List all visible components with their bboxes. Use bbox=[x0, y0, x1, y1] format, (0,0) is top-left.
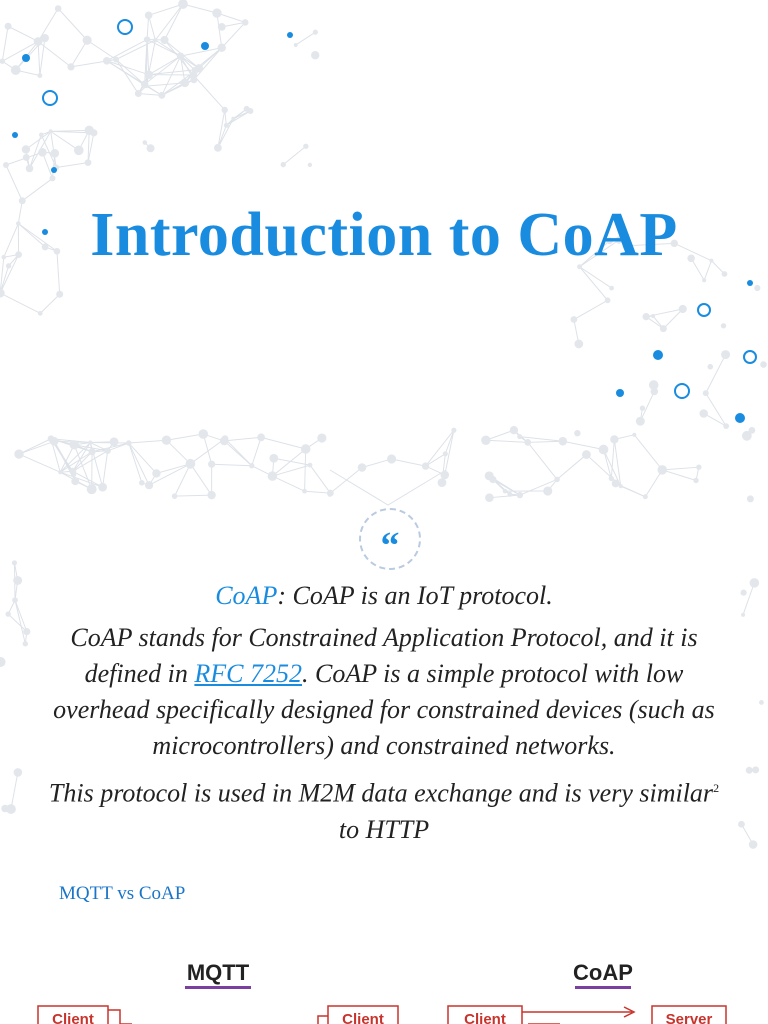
network-node bbox=[87, 484, 97, 494]
network-node bbox=[220, 437, 229, 446]
paragraph-intro bbox=[40, 578, 728, 614]
network-node bbox=[313, 30, 318, 35]
network-node bbox=[5, 611, 10, 616]
network-node bbox=[71, 477, 79, 485]
network-link bbox=[40, 294, 59, 313]
network-node bbox=[23, 628, 30, 635]
network-link bbox=[305, 449, 306, 491]
network-node bbox=[104, 448, 110, 454]
network-node bbox=[26, 165, 34, 173]
network-node bbox=[71, 472, 76, 477]
network-node bbox=[231, 117, 235, 121]
accent-node bbox=[22, 54, 30, 62]
network-node bbox=[88, 440, 92, 444]
network-node bbox=[208, 461, 215, 468]
network-node bbox=[143, 140, 148, 145]
network-link bbox=[224, 441, 252, 466]
network-node bbox=[281, 162, 286, 167]
coap-heading: CoAP bbox=[573, 960, 633, 985]
network-link bbox=[743, 583, 754, 615]
network-node bbox=[317, 433, 326, 442]
network-node bbox=[98, 483, 107, 492]
network-node bbox=[738, 821, 745, 828]
network-link bbox=[252, 437, 261, 465]
network-node bbox=[39, 133, 44, 138]
network-node bbox=[70, 440, 79, 449]
mqtt-heading-underline bbox=[185, 986, 251, 989]
network-link bbox=[107, 61, 145, 85]
network-node bbox=[451, 428, 456, 433]
usage-text-start: This protocol is used in M2M data exchange and is very similar bbox=[48, 778, 714, 808]
network-node bbox=[218, 44, 226, 52]
network-node bbox=[358, 463, 367, 472]
network-node bbox=[679, 305, 687, 313]
network-node bbox=[49, 175, 55, 181]
mqtt-left-connector bbox=[108, 1010, 132, 1024]
network-node bbox=[301, 444, 311, 454]
network-link bbox=[392, 459, 426, 466]
accent-ring bbox=[698, 304, 710, 316]
network-node bbox=[693, 478, 698, 483]
network-link bbox=[129, 440, 167, 443]
network-node bbox=[55, 5, 62, 12]
network-node bbox=[570, 316, 577, 323]
network-node bbox=[609, 476, 614, 481]
network-node bbox=[574, 340, 583, 349]
coap-keyword: CoAP bbox=[215, 581, 278, 610]
network-node bbox=[302, 489, 307, 494]
network-node bbox=[51, 149, 60, 158]
network-node bbox=[249, 463, 254, 468]
network-node bbox=[14, 449, 23, 458]
network-node bbox=[83, 36, 92, 45]
network-node bbox=[14, 768, 23, 777]
network-node bbox=[145, 12, 153, 20]
network-link bbox=[296, 32, 316, 45]
network-node bbox=[311, 51, 319, 59]
network-node bbox=[507, 492, 512, 497]
quote-badge bbox=[359, 508, 421, 570]
definition-text-end: . CoAP is a simple protocol with low overhead specifically designed for constrained devices (such as microcontrollers) and constrained networks. bbox=[53, 659, 715, 760]
network-node bbox=[74, 146, 84, 156]
network-node bbox=[153, 38, 158, 43]
network-node bbox=[214, 144, 222, 152]
network-link bbox=[8, 26, 38, 41]
network-node bbox=[702, 278, 706, 282]
network-node bbox=[162, 435, 171, 444]
network-node bbox=[190, 76, 197, 83]
accent-ring bbox=[744, 351, 756, 363]
network-node bbox=[559, 437, 568, 446]
network-link bbox=[706, 355, 726, 394]
network-link bbox=[129, 443, 149, 485]
network-node bbox=[38, 148, 47, 157]
definition-text-start: CoAP stands for Constrained Application Protocol, and it is defined in bbox=[70, 623, 698, 688]
network-node bbox=[85, 126, 94, 135]
network-node bbox=[244, 106, 250, 112]
network-node bbox=[152, 469, 160, 477]
accent-node bbox=[12, 132, 18, 138]
network-link bbox=[129, 443, 157, 473]
network-node bbox=[517, 492, 523, 498]
network-node bbox=[749, 840, 758, 849]
accent-node bbox=[287, 32, 293, 38]
network-link bbox=[486, 440, 528, 442]
network-link bbox=[19, 439, 51, 454]
network-node bbox=[3, 162, 9, 168]
network-node bbox=[195, 64, 203, 72]
network-link bbox=[129, 443, 142, 483]
network-node bbox=[722, 271, 728, 277]
network-node bbox=[481, 436, 490, 445]
network-link bbox=[283, 146, 306, 164]
network-node bbox=[144, 70, 153, 79]
network-node bbox=[144, 36, 150, 42]
network-node bbox=[422, 462, 429, 469]
network-node bbox=[0, 657, 6, 667]
slide-title: Introduction to CoAP bbox=[90, 201, 678, 269]
network-node bbox=[443, 451, 448, 456]
network-node bbox=[707, 364, 713, 370]
mqtt-client-right-label: Client bbox=[342, 1011, 384, 1024]
network-link bbox=[60, 472, 102, 487]
network-node bbox=[58, 470, 62, 474]
network-link bbox=[528, 441, 563, 442]
network-link bbox=[56, 163, 88, 168]
network-node bbox=[660, 325, 667, 332]
network-node bbox=[12, 560, 17, 565]
quote-mark-icon: “ bbox=[380, 525, 400, 567]
usage-text-end: to HTTP bbox=[338, 814, 430, 844]
network-link bbox=[706, 393, 726, 426]
network-link bbox=[51, 131, 79, 150]
network-node bbox=[67, 63, 74, 70]
network-node bbox=[103, 57, 111, 65]
network-link bbox=[11, 772, 18, 809]
network-node bbox=[327, 492, 332, 497]
network-node bbox=[517, 434, 522, 439]
figure-caption: MQTT vs CoAP bbox=[59, 883, 186, 904]
network-node bbox=[135, 90, 142, 97]
accent-node bbox=[51, 167, 57, 173]
network-node bbox=[703, 390, 709, 396]
network-link bbox=[51, 130, 90, 131]
network-node bbox=[489, 476, 496, 483]
network-node bbox=[612, 480, 620, 488]
network-node bbox=[308, 163, 312, 167]
network-link bbox=[634, 435, 662, 470]
network-node bbox=[524, 439, 531, 446]
network-node bbox=[110, 437, 119, 446]
network-link bbox=[107, 61, 149, 75]
network-link bbox=[38, 41, 40, 75]
network-link bbox=[71, 40, 87, 67]
network-node bbox=[752, 766, 759, 773]
paragraph-usage bbox=[40, 770, 728, 848]
network-link bbox=[193, 75, 224, 110]
network-link bbox=[212, 464, 252, 466]
mqtt-client-left-label: Client bbox=[52, 1011, 94, 1024]
network-node bbox=[387, 454, 396, 463]
network-node bbox=[746, 767, 753, 774]
network-link bbox=[557, 455, 586, 480]
network-node bbox=[582, 450, 591, 459]
network-link bbox=[528, 442, 557, 479]
network-node bbox=[218, 23, 226, 31]
network-node bbox=[485, 493, 494, 502]
network-node bbox=[543, 486, 552, 495]
network-node bbox=[699, 409, 708, 418]
network-link bbox=[261, 437, 306, 449]
network-node bbox=[610, 435, 618, 443]
network-node bbox=[503, 489, 508, 494]
coap-heading-underline bbox=[575, 986, 631, 989]
network-node bbox=[56, 291, 63, 298]
network-node bbox=[750, 578, 760, 588]
network-node bbox=[212, 8, 221, 17]
network-link bbox=[190, 464, 211, 495]
network-node bbox=[554, 477, 560, 483]
network-node bbox=[269, 454, 278, 463]
network-node bbox=[113, 57, 119, 63]
network-node bbox=[145, 481, 153, 489]
network-link bbox=[362, 459, 392, 468]
badge-connector bbox=[330, 470, 446, 505]
network-node bbox=[177, 52, 184, 59]
network-node bbox=[268, 471, 278, 481]
rfc-link[interactable]: RFC 7252 bbox=[194, 659, 302, 688]
network-link bbox=[183, 4, 217, 13]
network-node bbox=[37, 73, 42, 78]
network-link bbox=[563, 441, 604, 449]
network-link bbox=[145, 56, 181, 84]
network-link bbox=[2, 26, 8, 61]
footnote-marker: 2 bbox=[713, 781, 720, 795]
network-link bbox=[6, 165, 22, 201]
slide-body bbox=[40, 578, 728, 854]
network-node bbox=[23, 641, 28, 646]
network-node bbox=[438, 478, 447, 487]
network-node bbox=[181, 79, 190, 88]
network-node bbox=[5, 23, 12, 30]
network-node bbox=[632, 433, 636, 437]
network-node bbox=[657, 465, 667, 475]
network-node bbox=[636, 417, 645, 426]
network-link bbox=[199, 48, 222, 69]
network-node bbox=[759, 700, 764, 705]
paragraph-definition bbox=[40, 620, 728, 764]
network-link bbox=[175, 464, 191, 496]
network-node bbox=[172, 493, 178, 499]
network-node bbox=[741, 613, 745, 617]
network-node bbox=[741, 590, 747, 596]
coap-client-label: Client bbox=[464, 1011, 506, 1024]
network-link bbox=[272, 449, 305, 476]
network-link bbox=[580, 267, 608, 301]
network-link bbox=[147, 40, 149, 75]
network-link bbox=[58, 9, 87, 41]
network-node bbox=[41, 34, 49, 42]
network-node bbox=[178, 0, 188, 9]
network-node bbox=[651, 314, 655, 318]
network-link bbox=[103, 451, 108, 487]
network-link bbox=[149, 15, 156, 40]
network-node bbox=[186, 459, 196, 469]
network-node bbox=[303, 144, 308, 149]
network-link bbox=[156, 464, 190, 474]
network-node bbox=[649, 380, 659, 390]
network-node bbox=[599, 445, 609, 455]
network-node bbox=[696, 464, 701, 469]
network-node bbox=[85, 159, 92, 166]
network-link bbox=[87, 40, 116, 59]
network-node bbox=[160, 36, 168, 44]
network-node bbox=[38, 311, 43, 316]
network-link bbox=[224, 437, 261, 441]
network-link bbox=[310, 465, 330, 493]
network-node bbox=[574, 430, 580, 436]
network-node bbox=[721, 323, 726, 328]
network-node bbox=[257, 433, 265, 441]
network-node bbox=[721, 350, 730, 359]
intro-text: : CoAP is an IoT protocol. bbox=[277, 581, 553, 610]
network-node bbox=[242, 19, 249, 26]
network-node bbox=[48, 435, 55, 442]
network-link bbox=[272, 476, 304, 491]
network-link bbox=[305, 491, 331, 493]
network-node bbox=[139, 480, 145, 486]
network-link bbox=[116, 40, 155, 59]
network-link bbox=[22, 178, 52, 200]
network-node bbox=[510, 426, 518, 434]
network-node bbox=[222, 107, 228, 113]
network-node bbox=[723, 423, 729, 429]
mqtt-heading: MQTT bbox=[186, 960, 250, 985]
accent-ring bbox=[118, 20, 132, 34]
network-link bbox=[272, 465, 310, 476]
network-link bbox=[19, 454, 60, 472]
network-node bbox=[642, 313, 649, 320]
network-node bbox=[12, 597, 18, 603]
network-node bbox=[158, 92, 165, 99]
network-node bbox=[294, 43, 298, 47]
network-node bbox=[640, 405, 645, 410]
network-node bbox=[23, 154, 30, 161]
network-link bbox=[274, 458, 310, 465]
network-node bbox=[609, 286, 614, 291]
network-node bbox=[126, 440, 132, 446]
network-link bbox=[489, 495, 519, 498]
mqtt-right-connector bbox=[306, 1016, 328, 1024]
network-node bbox=[11, 65, 21, 75]
network-node bbox=[0, 289, 5, 298]
network-link bbox=[166, 434, 203, 440]
network-node bbox=[760, 361, 767, 368]
network-link bbox=[190, 439, 225, 464]
network-node bbox=[1, 805, 9, 813]
network-node bbox=[643, 494, 648, 499]
network-node bbox=[747, 495, 754, 502]
network-link bbox=[426, 430, 454, 466]
accent-node bbox=[747, 280, 753, 286]
accent-node bbox=[735, 413, 745, 423]
network-node bbox=[742, 431, 752, 441]
network-node bbox=[198, 429, 208, 439]
accent-ring bbox=[43, 91, 57, 105]
network-node bbox=[13, 576, 22, 585]
accent-ring bbox=[675, 384, 689, 398]
network-link bbox=[663, 309, 682, 329]
network-node bbox=[440, 471, 449, 480]
network-node bbox=[224, 123, 229, 128]
coap-server-label: Server bbox=[665, 1011, 713, 1024]
network-node bbox=[754, 285, 760, 291]
network-link bbox=[662, 470, 696, 481]
network-link bbox=[19, 441, 54, 454]
network-node bbox=[308, 463, 313, 468]
network-link bbox=[155, 4, 183, 40]
network-node bbox=[49, 129, 53, 133]
network-link bbox=[175, 495, 212, 496]
accent-node bbox=[653, 350, 663, 360]
network-link bbox=[662, 467, 699, 470]
network-node bbox=[141, 80, 149, 88]
accent-node bbox=[201, 42, 209, 50]
network-node bbox=[88, 448, 95, 455]
accent-node bbox=[616, 389, 624, 397]
network-link bbox=[574, 300, 608, 319]
network-node bbox=[207, 491, 215, 499]
network-node bbox=[605, 297, 611, 303]
network-link bbox=[166, 440, 190, 464]
network-node bbox=[22, 145, 30, 153]
network-node bbox=[147, 144, 155, 152]
network-link bbox=[0, 293, 40, 313]
mqtt-vs-coap-diagram bbox=[0, 940, 768, 1024]
